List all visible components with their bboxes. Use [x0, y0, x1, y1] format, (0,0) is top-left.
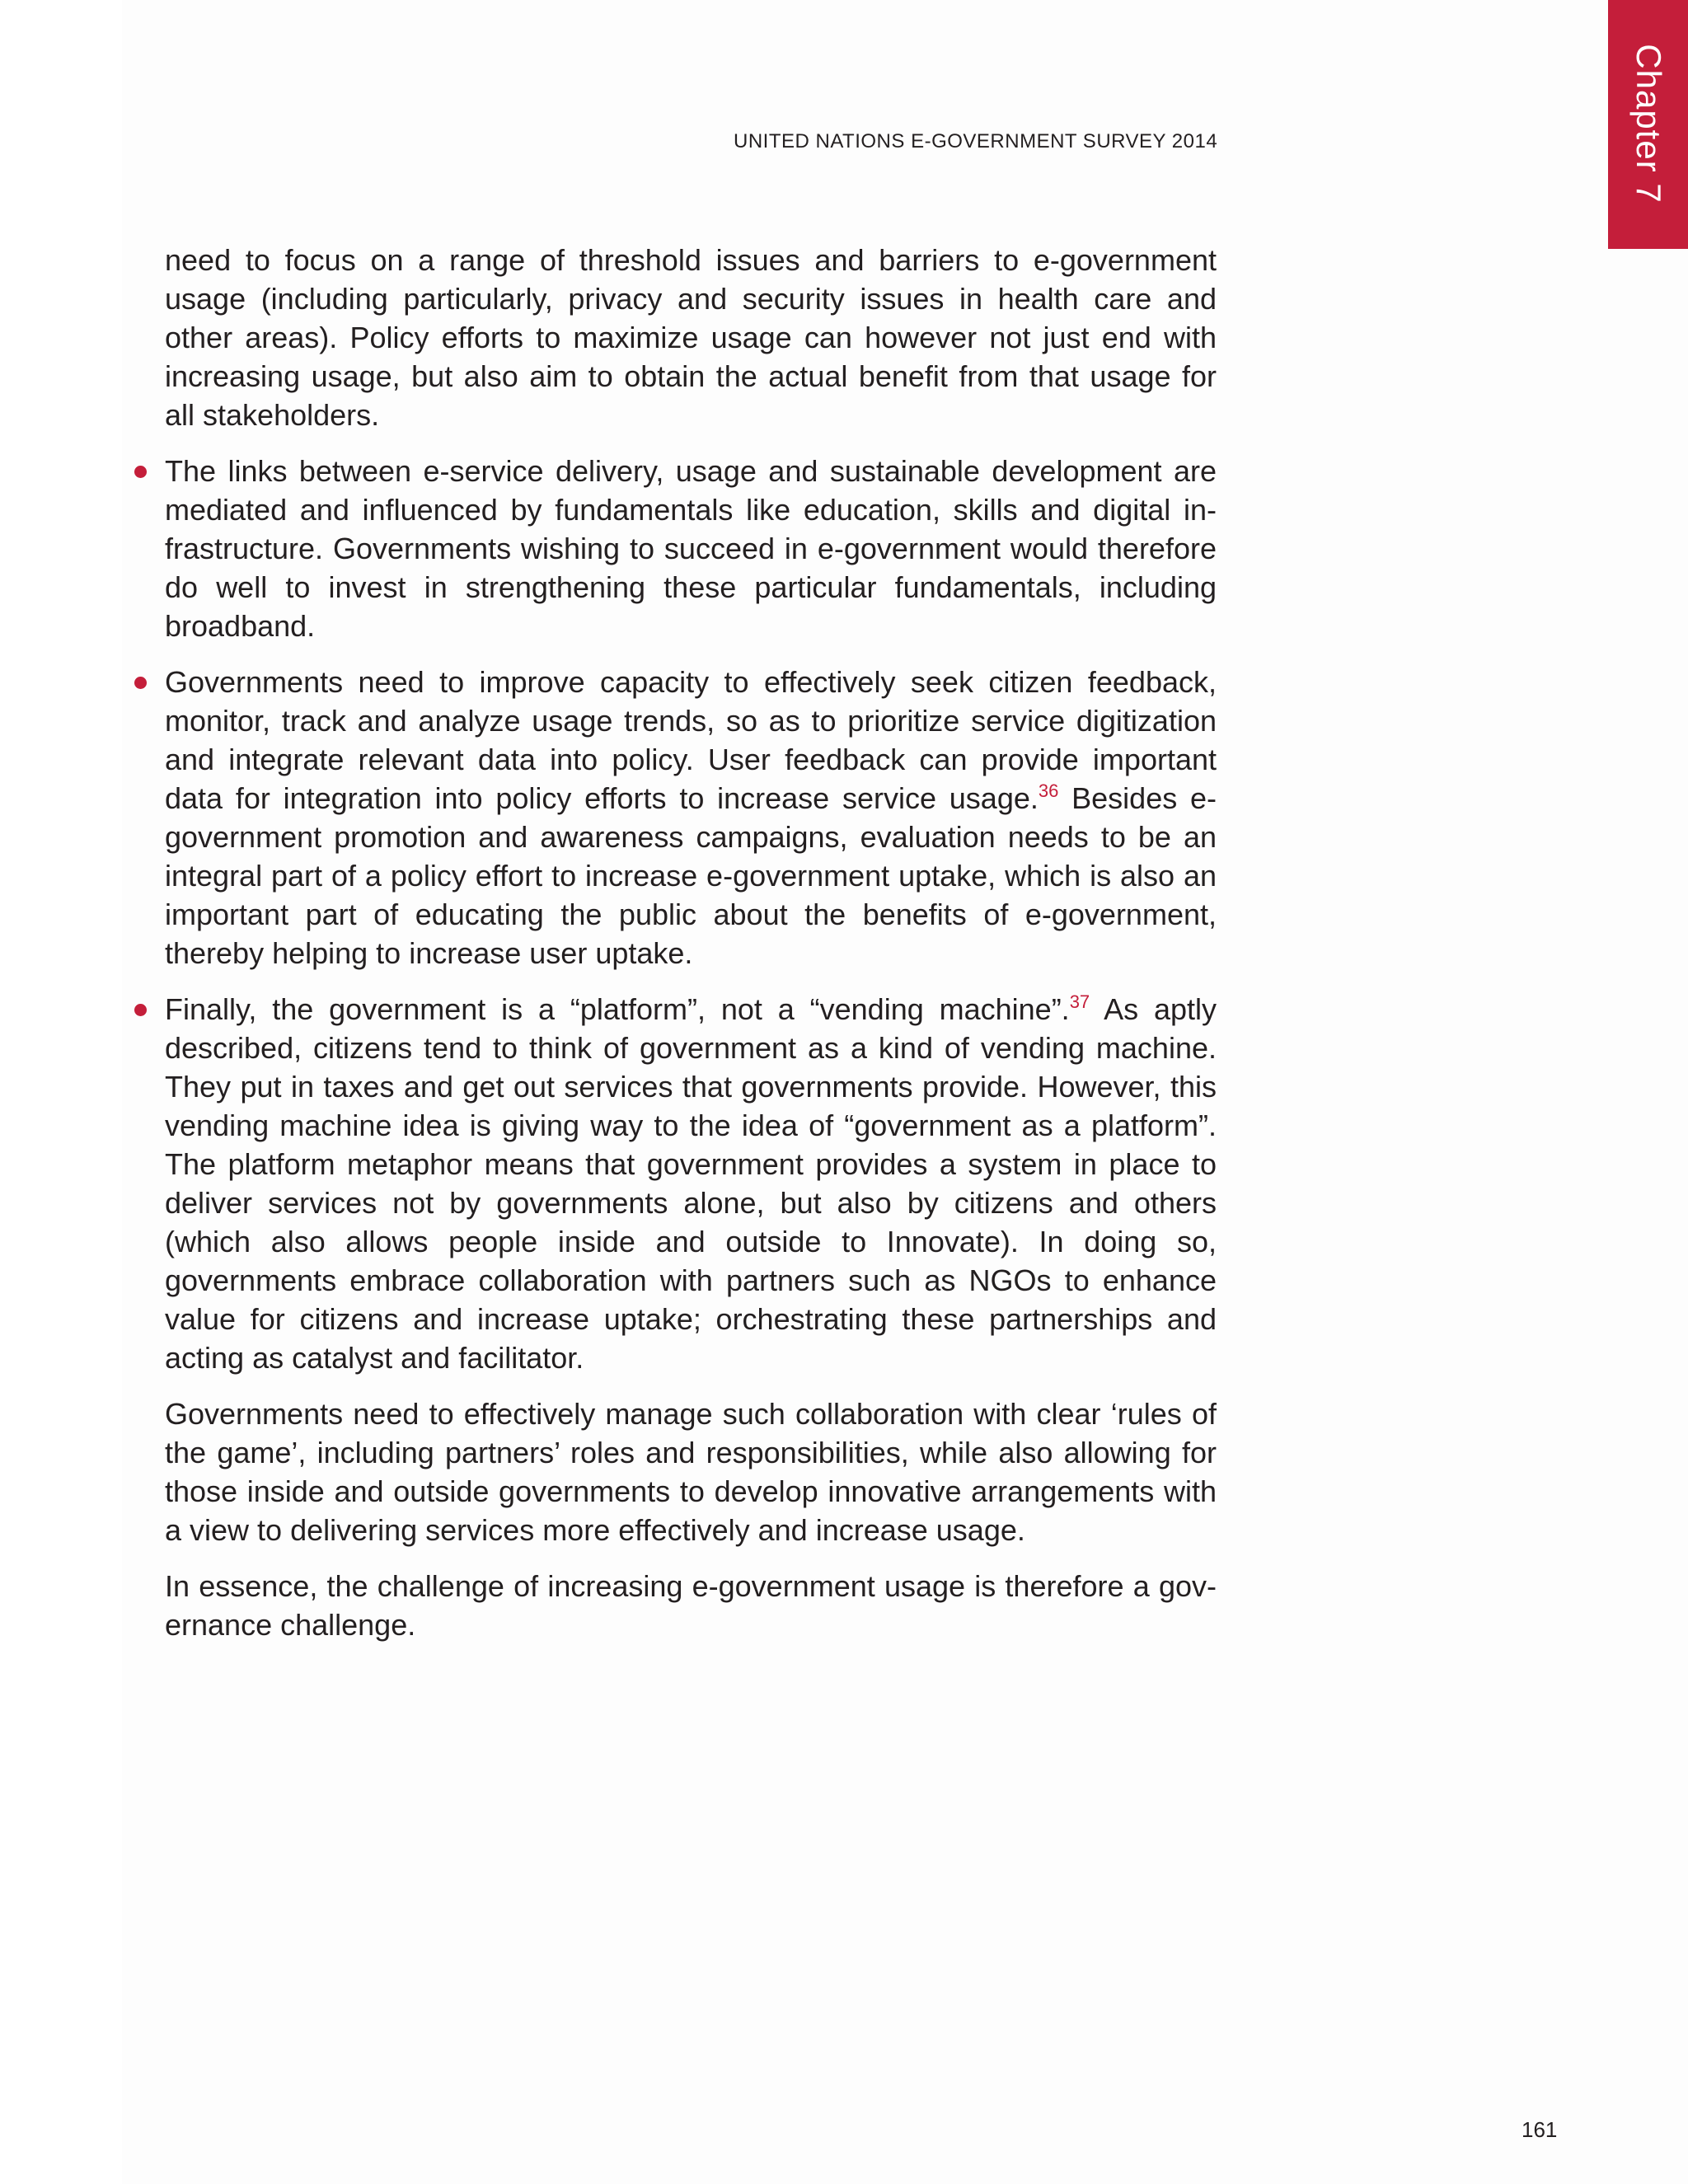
body-text: [165, 241, 1217, 1661]
bullet-text-part: Besides e-government promotion and awareness campaigns, evaluation needs to be an integral part of a policy effort to increase e-government uptake, which is also an important part of educating the public about the benefits of e-government, thereby helping to increase user uptake.: [165, 781, 1217, 970]
bullet-text: The links between e-service delivery, usage and sustainable development are mediated and influenced by fundamentals like education, skills and digital infrastructure. Governments wishing to succeed in e-government would therefore do well to invest in strengthening these particular fundamentals, including broadband.: [165, 454, 1217, 643]
bullet-icon: [134, 677, 147, 689]
page-number: 161: [1522, 2117, 1558, 2142]
chapter-tab: [1608, 0, 1688, 249]
bullet-icon: [134, 1004, 147, 1016]
bullet-text-part: Governments need to improve capacity to effectively seek citizen feedback, monitor, track and analyze usage trends, so as to prioritize service digitization and integrate relevant data into policy. User feedback can provide important data for integration into policy efforts to increase service usage.: [165, 665, 1217, 815]
running-header: UNITED NATIONS E-GOVERNMENT SURVEY 2014: [734, 130, 1218, 152]
bullet-item-platform: [165, 990, 1217, 1377]
bullet-text-part: Finally, the government is a “platform”, not a “vending machine”.: [165, 992, 1070, 1026]
paragraph-collaboration: Governments need to effectively manage such collaboration with clear ‘rules of the game’, including partners’ roles and responsibilities, while also allowing for those inside and outside governments to develop innovative arrangements with a view to delivering services more effectively and increase usage.: [165, 1397, 1217, 1547]
bullet-icon: [134, 466, 147, 478]
chapter-tab-label: Chapter 7: [1629, 44, 1668, 204]
bullet-item-fundamentals: [165, 452, 1217, 645]
bullet-text-part: As aptly described, citizens tend to think of government as a kind of vending machine. They put in taxes and get out services that governments provide. However, this vending machine idea is giving way to the idea of “government as a platform”. The platform metaphor means that government provides a system in place to deliver services not by governments alone, but also by citizens and others (which also allows people inside and outside to Innovate). In doing so, governments embrace collaboration with partners such as NGOs to enhance value for citizens and increase uptake; orchestrating these partnerships and acting as catalyst and facilitator.: [165, 992, 1217, 1375]
footnote-marker[interactable]: 36: [1038, 780, 1059, 801]
footnote-marker[interactable]: 37: [1069, 991, 1090, 1012]
bullet-item-feedback: [165, 663, 1217, 972]
paragraph-continuation: need to focus on a range of threshold issues and barriers to e-government usage (including particularly, privacy and security issues in health care and other areas). Policy efforts to maximize usage can however not just end with increasing usage, but also aim to obtain the actual benefit from that usage for all stakeholders.: [165, 243, 1217, 432]
paragraph-conclusion: In essence, the challenge of increasing e-government usage is therefore a governance challenge.: [165, 1569, 1217, 1642]
